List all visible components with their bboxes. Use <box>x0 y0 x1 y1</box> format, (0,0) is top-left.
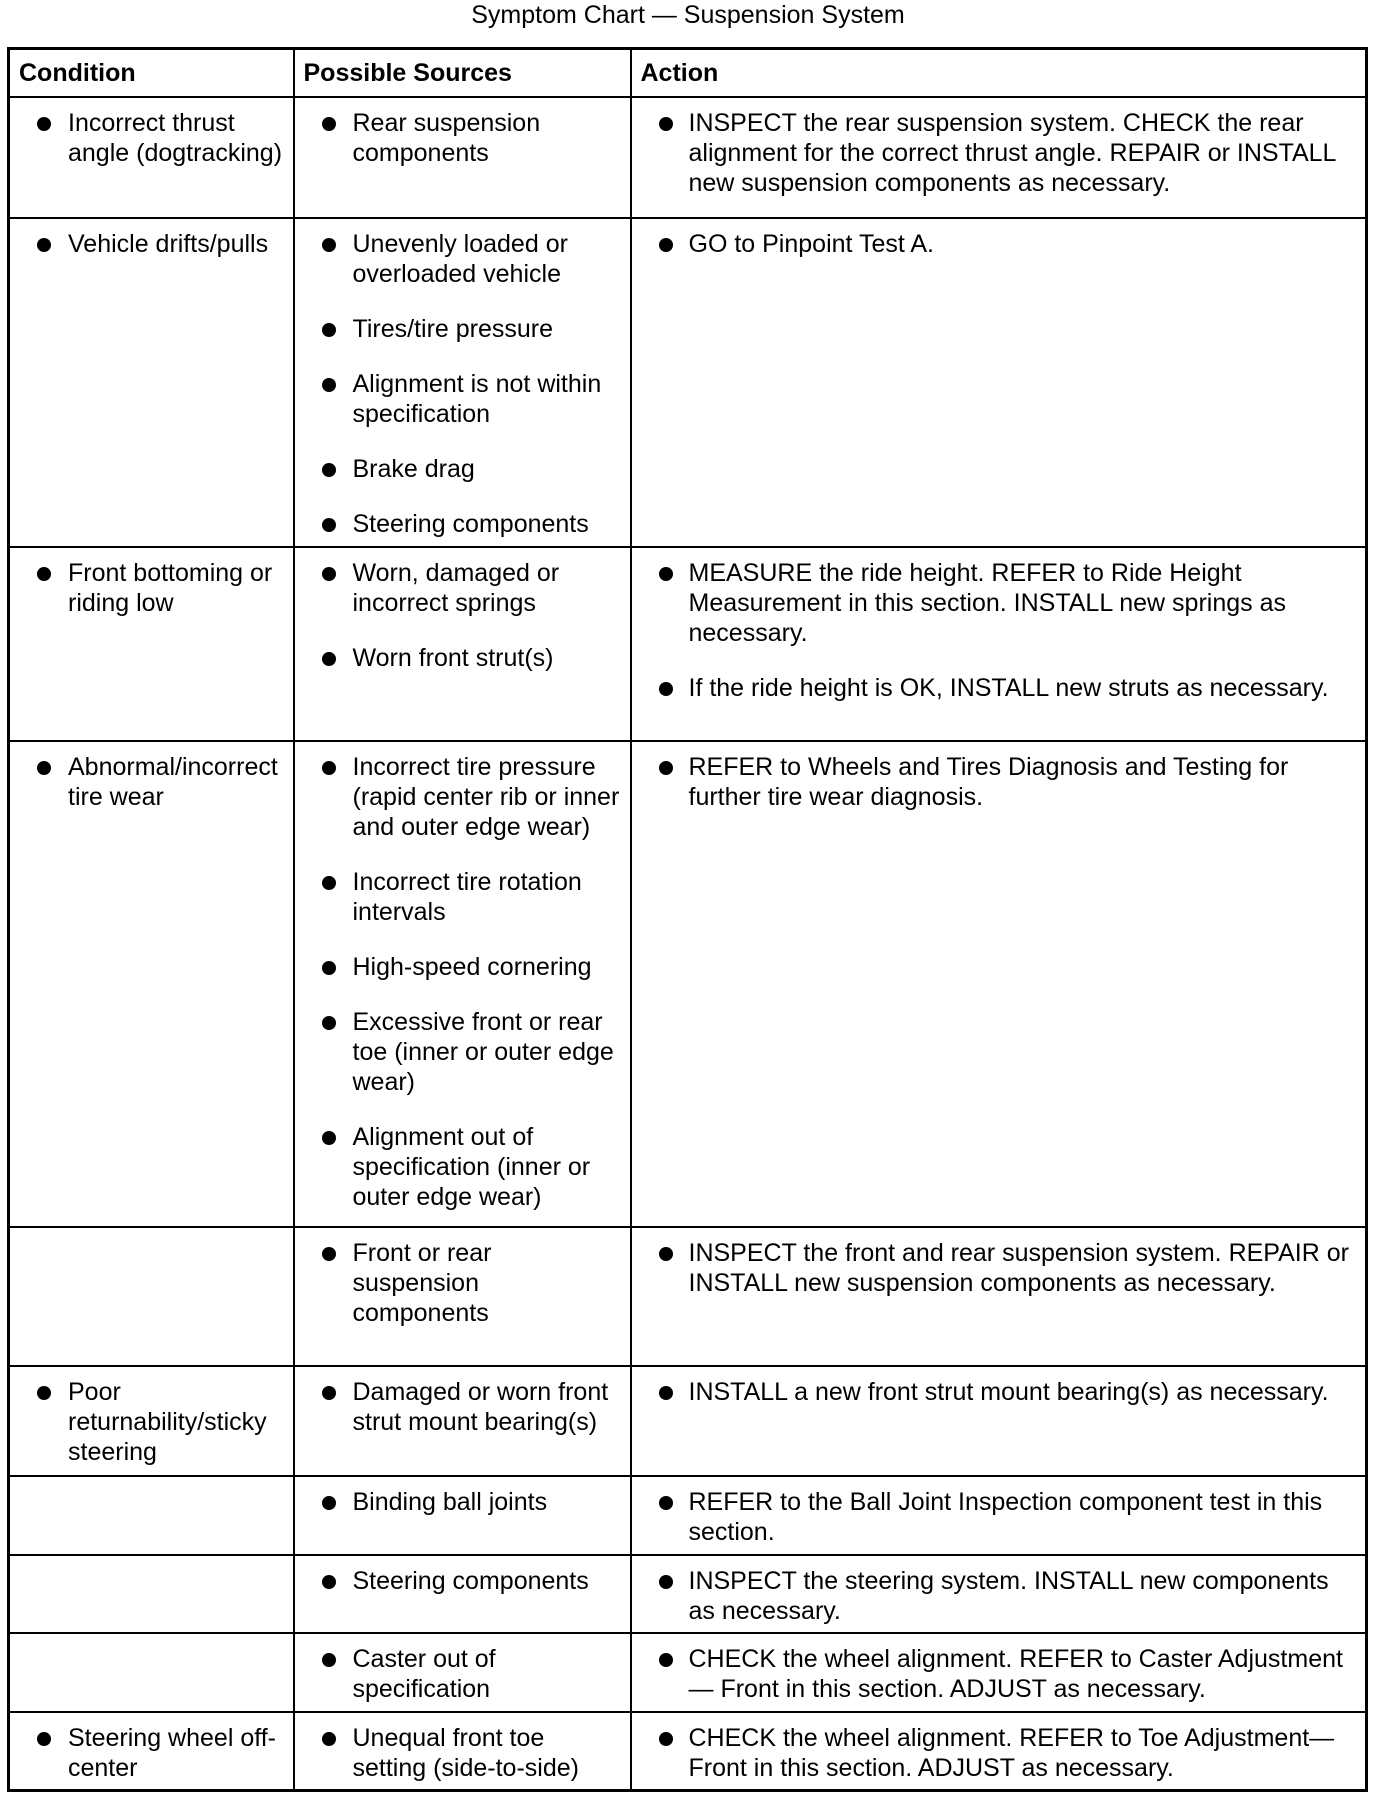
condition-cell <box>9 1227 294 1366</box>
condition-text: Front bottoming or riding low <box>68 559 273 618</box>
action-text: INSTALL a new front strut mount bearing(s) as necessary. <box>688 1377 1329 1406</box>
source-text: Damaged or worn front strut mount bearing(s) <box>352 1377 609 1436</box>
bullet-icon <box>322 117 336 131</box>
table-row <box>9 1366 1367 1477</box>
bullet-icon <box>37 238 51 252</box>
list-item <box>632 1487 1358 1547</box>
list-item <box>10 558 285 618</box>
action-cell <box>631 218 1367 548</box>
bullet-icon <box>659 238 673 252</box>
list-item <box>295 867 622 927</box>
bullet-icon <box>322 238 336 252</box>
list-item <box>295 643 622 673</box>
bullet-icon <box>659 682 673 696</box>
action-cell <box>631 97 1367 218</box>
list-item <box>295 558 622 618</box>
bullet-icon <box>322 652 336 666</box>
bullet-icon <box>322 1131 336 1145</box>
condition-cell <box>9 741 294 1227</box>
list-item <box>295 952 622 982</box>
table-row <box>9 218 1367 548</box>
action-text: CHECK the wheel alignment. REFER to Caster Adjustment— Front in this section. ADJUST as necessary. <box>688 1645 1343 1704</box>
symptom-table <box>7 47 1368 1792</box>
action-text: INSPECT the rear suspension system. CHECK the rear alignment for the correct thrust angle. REPAIR or INSTALL new suspension components as necessary. <box>688 109 1336 197</box>
condition-cell <box>9 1476 294 1554</box>
bullet-icon <box>659 1386 673 1400</box>
source-text: Caster out of specification <box>352 1645 496 1704</box>
table-row <box>9 1476 1367 1554</box>
source-text: Alignment is not within specification <box>352 369 602 428</box>
action-text: INSPECT the steering system. INSTALL new components as necessary. <box>688 1566 1329 1625</box>
bullet-icon <box>322 1016 336 1030</box>
list-item <box>10 229 285 259</box>
list-item <box>632 752 1358 812</box>
list-item <box>10 1377 285 1467</box>
source-text: Steering components <box>352 1566 589 1595</box>
sources-cell <box>294 1712 631 1791</box>
table-row <box>9 1227 1367 1366</box>
action-cell <box>631 547 1367 741</box>
list-item <box>295 1007 622 1097</box>
action-text: GO to Pinpoint Test A. <box>688 229 935 258</box>
condition-cell <box>9 97 294 218</box>
sources-cell <box>294 547 631 741</box>
action-cell <box>631 1633 1367 1711</box>
action-text: CHECK the wheel alignment. REFER to Toe Adjustment— Front in this section. ADJUST as necessary. <box>688 1723 1335 1782</box>
list-item <box>295 1122 622 1212</box>
bullet-icon <box>322 1575 336 1589</box>
table-row <box>9 741 1367 1227</box>
source-text: Tires/tire pressure <box>352 314 554 343</box>
bullet-icon <box>37 1386 51 1400</box>
list-item <box>295 229 622 289</box>
action-cell <box>631 1712 1367 1791</box>
page-title: Symptom Chart — Suspension System <box>471 1 905 29</box>
source-text: High-speed cornering <box>352 953 592 982</box>
list-item <box>295 369 622 429</box>
list-item <box>295 1644 622 1704</box>
action-text: INSPECT the front and rear suspension system. REPAIR or INSTALL new suspension components as necessary. <box>688 1238 1349 1297</box>
action-cell <box>631 1555 1367 1633</box>
bullet-icon <box>322 323 336 337</box>
source-text: Rear suspension components <box>352 109 541 167</box>
bullet-icon <box>322 567 336 581</box>
sources-cell <box>294 1476 631 1554</box>
list-item <box>632 1377 1358 1407</box>
source-text: Steering components <box>352 509 589 538</box>
source-text: Worn, damaged or incorrect springs <box>352 559 560 618</box>
sources-cell <box>294 97 631 218</box>
action-cell <box>631 741 1367 1227</box>
source-text: Binding ball joints <box>352 1488 548 1517</box>
bullet-icon <box>322 1247 336 1261</box>
table-row <box>9 1633 1367 1711</box>
list-item <box>632 1723 1358 1783</box>
table-row <box>9 97 1367 218</box>
list-item <box>295 1377 622 1437</box>
source-text: Brake drag <box>352 454 475 483</box>
list-item <box>295 1487 622 1517</box>
source-text: Incorrect tire rotation intervals <box>352 868 582 927</box>
list-item <box>295 1723 622 1783</box>
condition-text: Vehicle drifts/pulls <box>68 229 269 258</box>
source-text: Alignment out of specification (inner or outer edge wear) <box>352 1123 591 1212</box>
condition-cell <box>9 547 294 741</box>
bullet-icon <box>659 761 673 775</box>
bullet-icon <box>322 518 336 532</box>
bullet-icon <box>659 117 673 131</box>
action-cell <box>631 1366 1367 1477</box>
column-header-action: Action <box>631 49 1367 98</box>
list-item <box>632 558 1358 648</box>
table-header-row <box>9 49 1367 98</box>
bullet-icon <box>322 463 336 477</box>
action-text: REFER to Wheels and Tires Diagnosis and Testing for further tire wear diagnosis. <box>688 753 1289 812</box>
bullet-icon <box>659 1247 673 1261</box>
bullet-icon <box>659 567 673 581</box>
list-item <box>295 752 622 842</box>
table-row <box>9 547 1367 741</box>
condition-cell <box>9 218 294 548</box>
list-item <box>10 1723 285 1783</box>
list-item <box>295 1566 622 1596</box>
bullet-icon <box>659 1732 673 1746</box>
condition-text: Abnormal/incorrect tire wear <box>68 753 278 812</box>
sources-cell <box>294 218 631 548</box>
list-item <box>10 108 285 168</box>
condition-cell <box>9 1633 294 1711</box>
list-item <box>295 314 622 344</box>
bullet-icon <box>37 1732 51 1746</box>
bullet-icon <box>322 378 336 392</box>
action-text: MEASURE the ride height. REFER to Ride Height Measurement in this section. INSTALL new springs as necessary. <box>688 559 1286 648</box>
table-row <box>9 1712 1367 1791</box>
bullet-icon <box>37 567 51 581</box>
source-text: Front or rear suspension components <box>352 1238 492 1327</box>
bullet-icon <box>322 761 336 775</box>
list-item <box>632 229 1358 259</box>
list-item <box>632 1644 1358 1704</box>
list-item <box>295 1238 622 1328</box>
bullet-icon <box>322 1653 336 1667</box>
bullet-icon <box>659 1496 673 1510</box>
list-item <box>295 108 622 168</box>
source-text: Unevenly loaded or overloaded vehicle <box>352 229 568 288</box>
sources-cell <box>294 1227 631 1366</box>
column-header-sources: Possible Sources <box>294 49 631 98</box>
sources-cell <box>294 741 631 1227</box>
source-text: Worn front strut(s) <box>352 644 554 673</box>
column-header-condition: Condition <box>9 49 294 98</box>
condition-text: Steering wheel off-center <box>68 1723 276 1782</box>
action-cell <box>631 1227 1367 1366</box>
list-item <box>295 509 622 539</box>
list-item <box>295 454 622 484</box>
action-cell <box>631 1476 1367 1554</box>
condition-cell <box>9 1555 294 1633</box>
source-text: Incorrect tire pressure (rapid center rib or inner and outer edge wear) <box>352 753 620 842</box>
sources-cell <box>294 1633 631 1711</box>
list-item <box>10 752 285 812</box>
bullet-icon <box>322 961 336 975</box>
bullet-icon <box>322 1732 336 1746</box>
list-item <box>632 673 1358 703</box>
sources-cell <box>294 1555 631 1633</box>
table-row <box>9 1555 1367 1633</box>
condition-cell <box>9 1366 294 1477</box>
condition-cell <box>9 1712 294 1791</box>
bullet-icon <box>322 876 336 890</box>
action-text: REFER to the Ball Joint Inspection component test in this section. <box>688 1488 1323 1547</box>
sources-cell <box>294 1366 631 1477</box>
bullet-icon <box>659 1653 673 1667</box>
condition-text: Incorrect thrust angle (dogtracking) <box>68 109 283 167</box>
source-text: Unequal front toe setting (side-to-side) <box>352 1723 579 1782</box>
condition-text: Poor returnability/sticky steering <box>68 1377 267 1466</box>
bullet-icon <box>322 1386 336 1400</box>
source-text: Excessive front or rear toe (inner or outer edge wear) <box>352 1008 614 1097</box>
bullet-icon <box>659 1575 673 1589</box>
list-item <box>632 108 1358 198</box>
bullet-icon <box>322 1496 336 1510</box>
bullet-icon <box>37 761 51 775</box>
list-item <box>632 1238 1358 1298</box>
list-item <box>632 1566 1358 1626</box>
bullet-icon <box>37 117 51 131</box>
action-text: If the ride height is OK, INSTALL new struts as necessary. <box>688 674 1329 703</box>
